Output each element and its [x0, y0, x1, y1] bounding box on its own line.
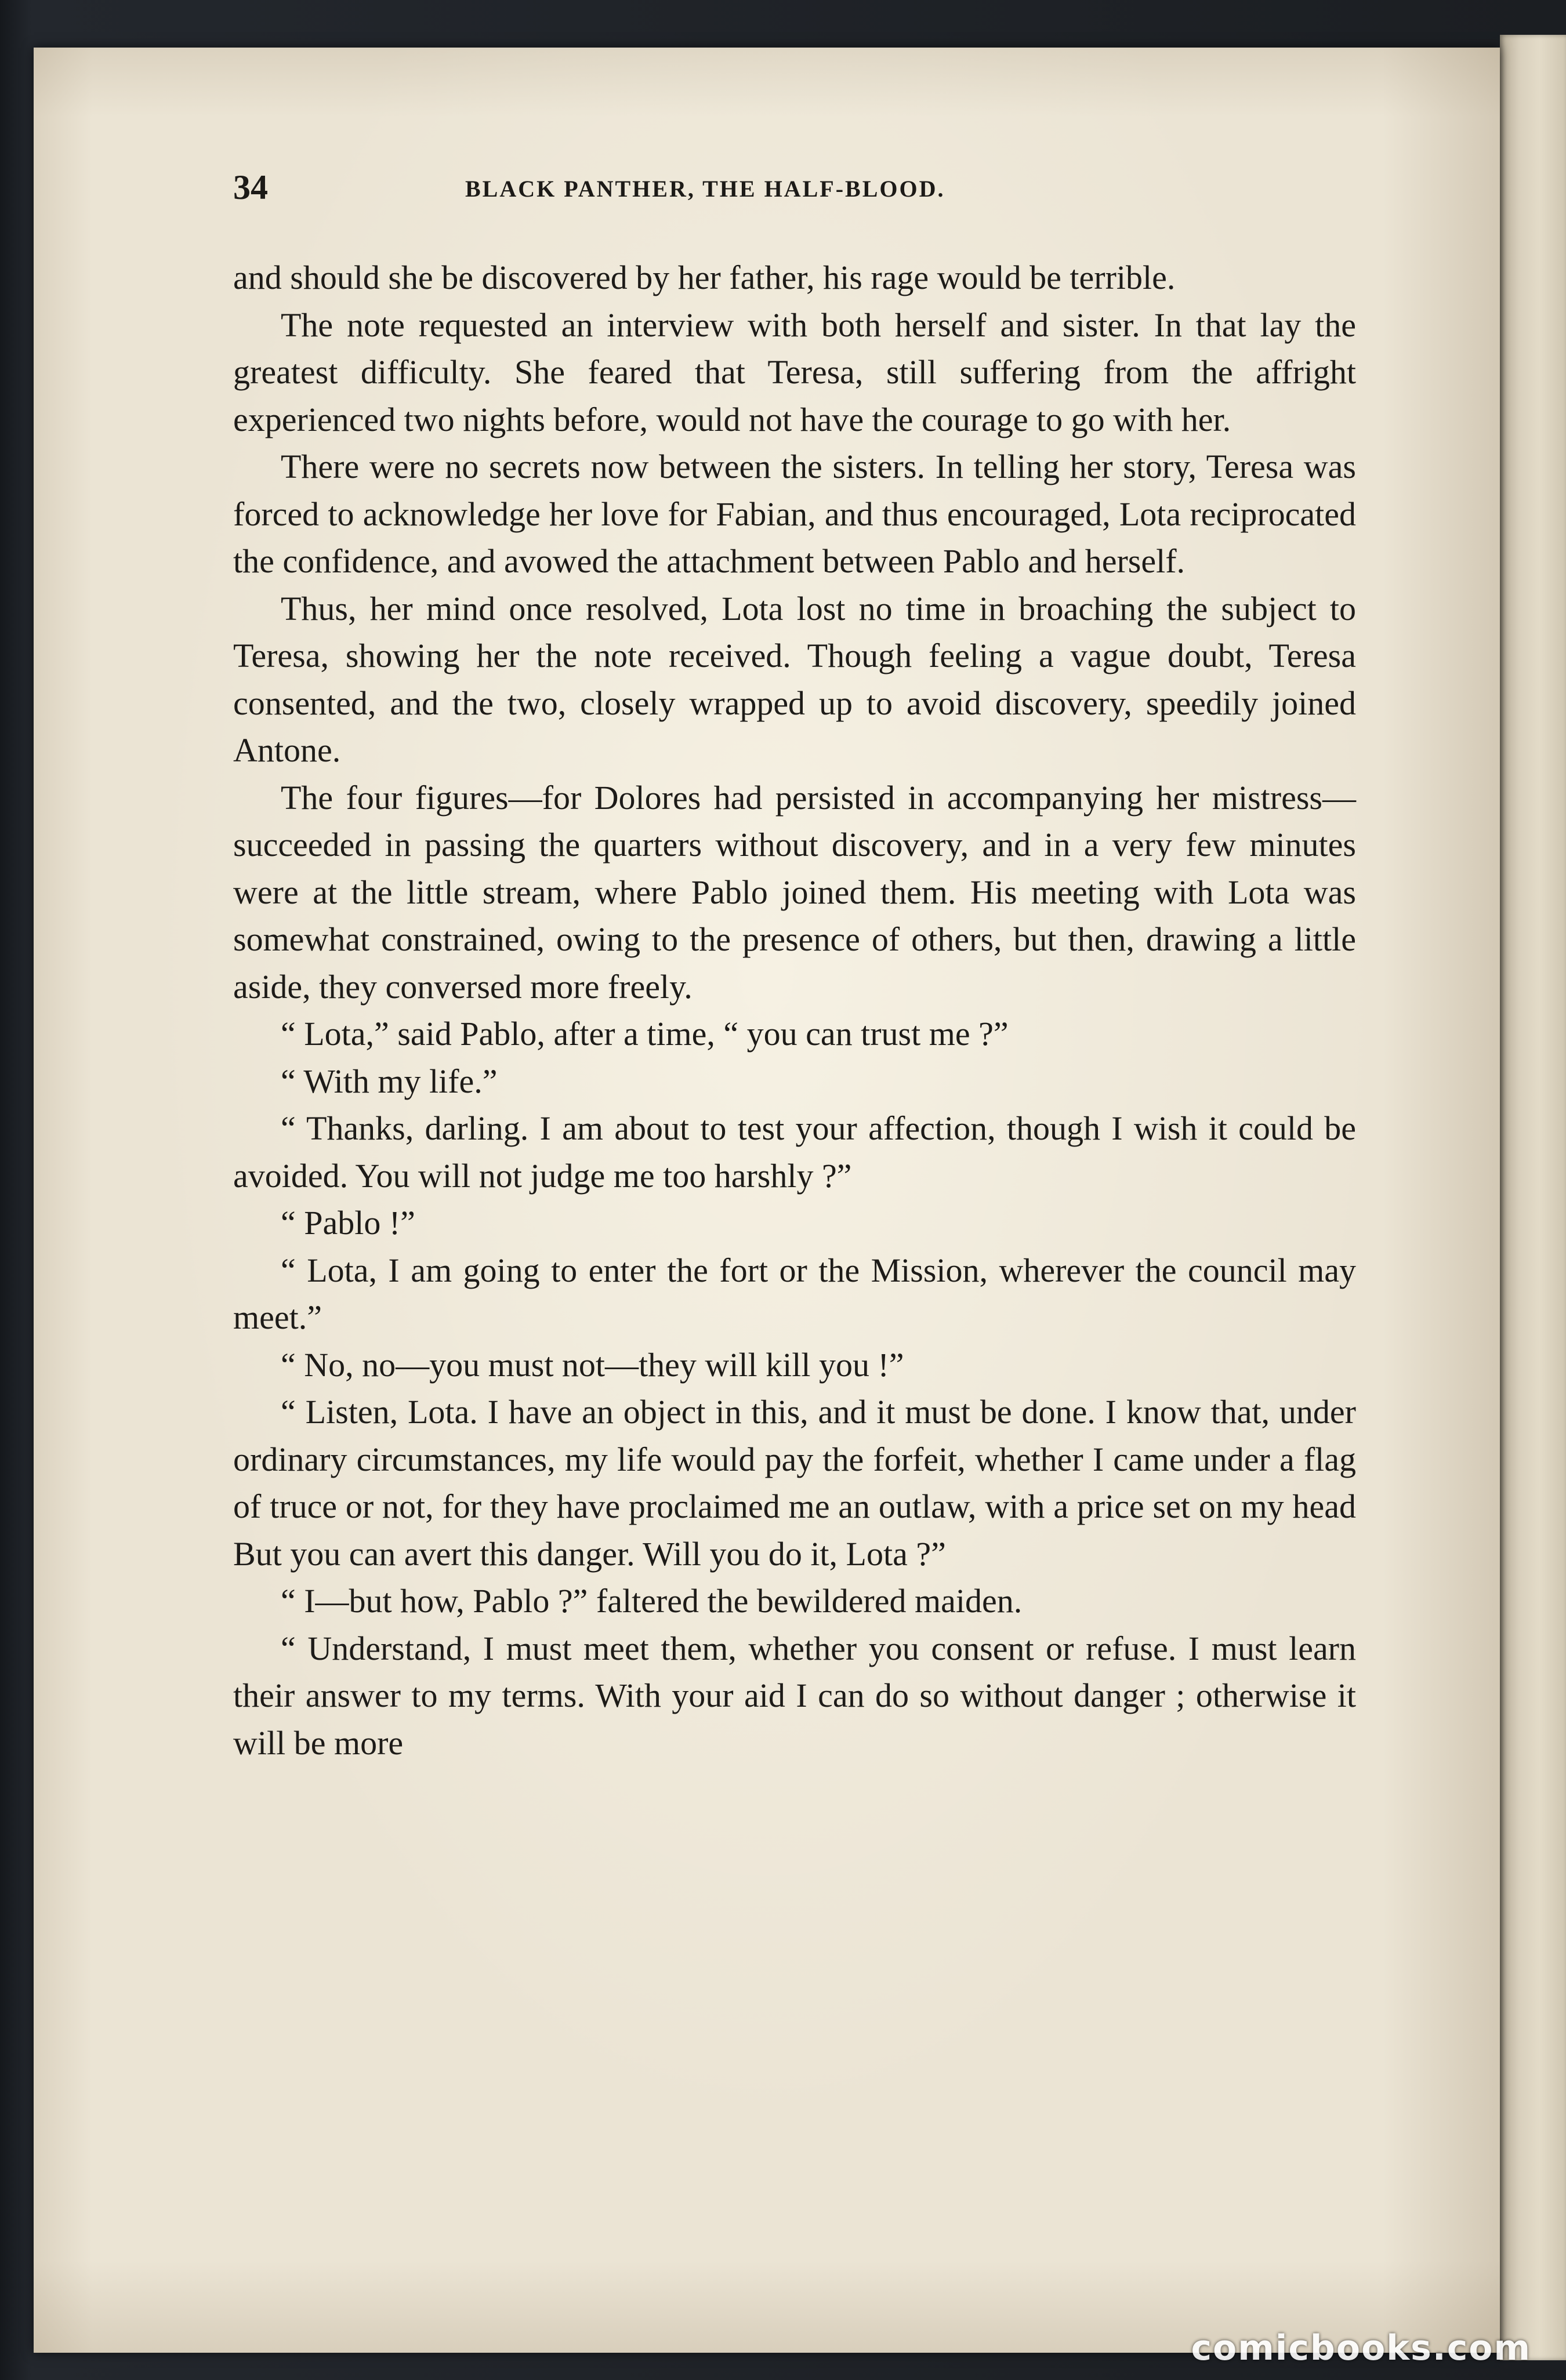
- paragraph: The four figures—for Dolores had persisted in accompanying her mistress—succeeded in passing the quarters without discovery, and in a very few minutes were at the little stream, where Pablo joined them. His meeting with Lota was somewhat constrained, owing to the presence of others, but then, drawing a little aside, they conversed more freely.: [233, 778, 1356, 1006]
- watermark: comicbooks.com: [1191, 2328, 1531, 2368]
- dialogue-line: “ Pablo !”: [281, 1204, 415, 1242]
- dialogue-line: “ Understand, I must meet them, whether you consent or refuse. I must learn their answer to my terms. With your aid I can do so without danger ; otherwise it will be more: [233, 1629, 1356, 1762]
- dialogue-line: “ With my life.”: [281, 1062, 498, 1100]
- dialogue-line: “ Thanks, darling. I am about to test your affection, though I wish it could be avoided. You will not judge me too harshly ?”: [233, 1109, 1356, 1195]
- paragraph: The note requested an interview with both herself and sister. In that lay the greatest difficulty. She feared that Teresa, still suffering from the affright experienced two nights before, would not have the courage to go with her.: [233, 306, 1356, 438]
- paragraph: There were no secrets now between the sisters. In telling her story, Teresa was forced to acknowledge her love for Fabian, and thus encouraged, Lota reciprocated the confidence, and avowed the attachment between Pablo and herself.: [233, 448, 1356, 580]
- page-header: [233, 167, 1356, 208]
- paragraph: and should she be discovered by her father, his rage would be terrible.: [233, 259, 1176, 296]
- facing-page-edge: [1500, 35, 1566, 2360]
- dialogue-line: “ Lota,” said Pablo, after a time, “ you can trust me ?”: [281, 1015, 1009, 1053]
- page-number: 34: [233, 168, 268, 206]
- dialogue-line: “ Lota, I am going to enter the fort or the Mission, wherever the council may meet.”: [233, 1251, 1356, 1336]
- running-title: BLACK PANTHER, THE HALF-BLOOD.: [465, 176, 945, 202]
- dialogue-line: “ Listen, Lota. I have an object in this, and it must be done. I know that, under ordinary circumstances, my life would pay the forfeit, whether I came under a flag of truce or not, for they have proclaimed me an outlaw, with a price set on my head But you can avert this danger. Will you do it, Lota ?”: [233, 1393, 1356, 1573]
- body-text: [233, 254, 1356, 1766]
- paragraph: Thus, her mind once resolved, Lota lost no time in broaching the subject to Teresa, showing her the note received. Though feeling a vague doubt, Teresa consented, and the two, closely wrapped up to avoid discovery, speedily joined Antone.: [233, 589, 1356, 769]
- dialogue-line: “ No, no—you must not—they will kill you !”: [281, 1345, 904, 1384]
- dialogue-line: “ I—but how, Pablo ?” faltered the bewildered maiden.: [281, 1582, 1023, 1620]
